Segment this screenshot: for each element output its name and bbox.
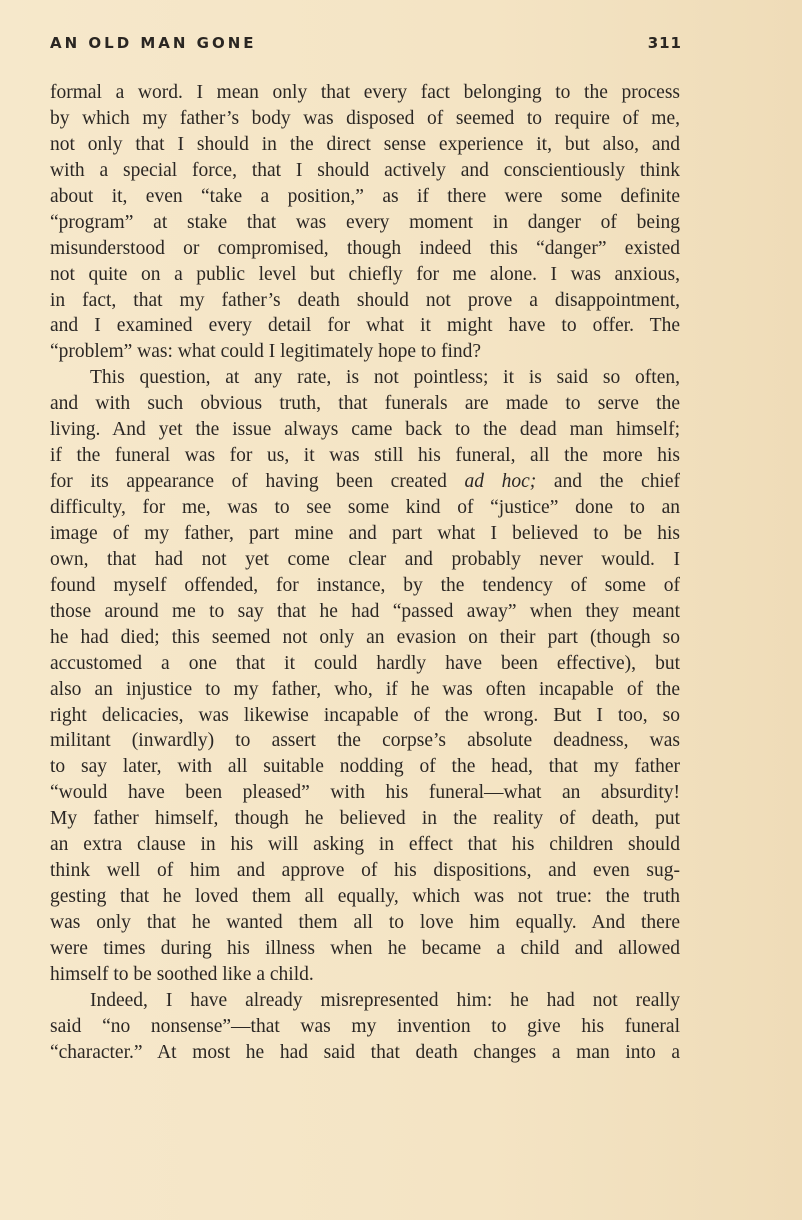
text-line (50, 391, 680, 417)
text-line (50, 210, 680, 236)
text-line (50, 288, 680, 314)
text-line-content: “would have been pleased” with his funeral—what an absurdity! (50, 782, 680, 804)
text-line (50, 521, 680, 547)
text-line-content: said “no nonsense”—that was my invention to give his funeral (50, 1015, 680, 1037)
text-line-content: in fact, that my father’s death should not prove a disappointment, (50, 289, 680, 311)
text-line (50, 754, 680, 780)
text-line-content: militant (inwardly) to assert the corpse’s absolute deadness, was (50, 730, 680, 752)
text-line-content: misunderstood or compromised, though indeed this “danger” existed (50, 237, 680, 259)
text-line-content: found myself offended, for instance, by the tendency of some of (50, 574, 680, 596)
text-line-content: My father himself, though he believed in the reality of death, put (50, 808, 680, 830)
text-line-content: were times during his illness when he became a child and allowed (50, 937, 680, 959)
text-line-content: those around me to say that he had “passed away” when they meant (50, 600, 680, 622)
text-line (50, 132, 680, 158)
text-line-content: “character.” At most he had said that death changes a man into a (50, 1041, 680, 1063)
text-line (50, 832, 680, 858)
text-line-content: he had died; this seemed not only an evasion on their part (though so (50, 626, 680, 648)
text-line (50, 703, 680, 729)
text-line (50, 910, 680, 936)
text-line (50, 262, 680, 288)
text-line (50, 573, 680, 599)
text-line-content: This question, at any rate, is not pointless; it is said so often, (90, 367, 680, 389)
text-line-content: formal a word. I mean only that every fact belonging to the process (50, 82, 680, 103)
text-line-content: image of my father, part mine and part what I believed to be his (50, 522, 680, 544)
text-line-content: was only that he wanted them all to love him equally. And there (50, 912, 680, 933)
text-line (50, 443, 680, 469)
text-line (50, 313, 680, 339)
text-line (50, 365, 680, 391)
text-line (50, 625, 680, 651)
text-line-content: with a special force, that I should actively and conscientiously think (50, 159, 680, 181)
text-line-content: also an injustice to my father, who, if he was often incapable of the (50, 678, 680, 700)
text-line (50, 469, 680, 495)
text-line (50, 236, 680, 262)
text-line-content: by which my father’s body was disposed of seemed to require of me, (50, 107, 680, 129)
text-line-content: living. And yet the issue always came back to the dead man himself; (50, 419, 680, 441)
text-line (50, 962, 680, 988)
text-line-content: difficulty, for me, was to see some kind of “justice” done to an (50, 497, 680, 518)
text-line (50, 106, 680, 132)
running-header (50, 34, 682, 58)
text-line (50, 806, 680, 832)
text-line-content: “program” at stake that was every moment in danger of being (50, 211, 680, 233)
text-line (50, 158, 680, 184)
text-line-content: Indeed, I have already misrepresented him: he had not really (90, 989, 680, 1011)
text-line (50, 936, 680, 962)
text-line-content: right delicacies, was likewise incapable of the wrong. But I too, so (50, 704, 680, 726)
text-line-content: about it, even “take a position,” as if there were some definite (50, 185, 680, 207)
text-line-content: “problem” was: what could I legitimately hope to find? (50, 341, 482, 363)
text-line-content: accustomed a one that it could hardly have been effective), but (50, 652, 680, 674)
text-line (50, 417, 680, 443)
text-line-content: for its appearance of having been created ad hoc; and the chief (50, 471, 681, 493)
text-line-content: not only that I should in the direct sense experience it, but also, and (50, 133, 680, 155)
text-line (50, 858, 680, 884)
body-text (50, 80, 680, 1066)
text-line-content: himself to be soothed like a child. (50, 963, 314, 985)
text-line (50, 988, 680, 1014)
text-line-content: and with such obvious truth, that funerals are made to serve the (50, 393, 680, 415)
page-number: 311 (647, 34, 682, 52)
text-line-content: own, that had not yet come clear and probably never would. I (50, 548, 680, 570)
running-title: AN OLD MAN GONE (50, 34, 257, 52)
text-line-content: gesting that he loved them all equally, which was not true: the truth (50, 886, 680, 908)
text-line (50, 495, 680, 521)
text-line-content: and I examined every detail for what it might have to offer. The (50, 315, 680, 337)
text-line (50, 547, 680, 573)
text-line (50, 339, 680, 365)
text-line-content: to say later, with all suitable nodding of the head, that my father (50, 756, 680, 778)
text-line-content: think well of him and approve of his dispositions, and even sug- (50, 860, 680, 882)
text-line (50, 599, 680, 625)
text-line-content: not quite on a public level but chiefly for me alone. I was anxious, (50, 263, 680, 285)
text-line (50, 1014, 680, 1040)
text-line (50, 651, 680, 677)
text-line-content: if the funeral was for us, it was still his funeral, all the more his (50, 445, 680, 467)
text-line (50, 780, 680, 806)
text-line (50, 1040, 680, 1066)
text-line-content: an extra clause in his will asking in effect that his children should (50, 834, 680, 856)
text-line (50, 677, 680, 703)
text-line (50, 728, 680, 754)
text-line (50, 184, 680, 210)
text-line (50, 884, 680, 910)
italic-phrase: ad hoc; (464, 471, 537, 493)
text-line (50, 80, 680, 106)
